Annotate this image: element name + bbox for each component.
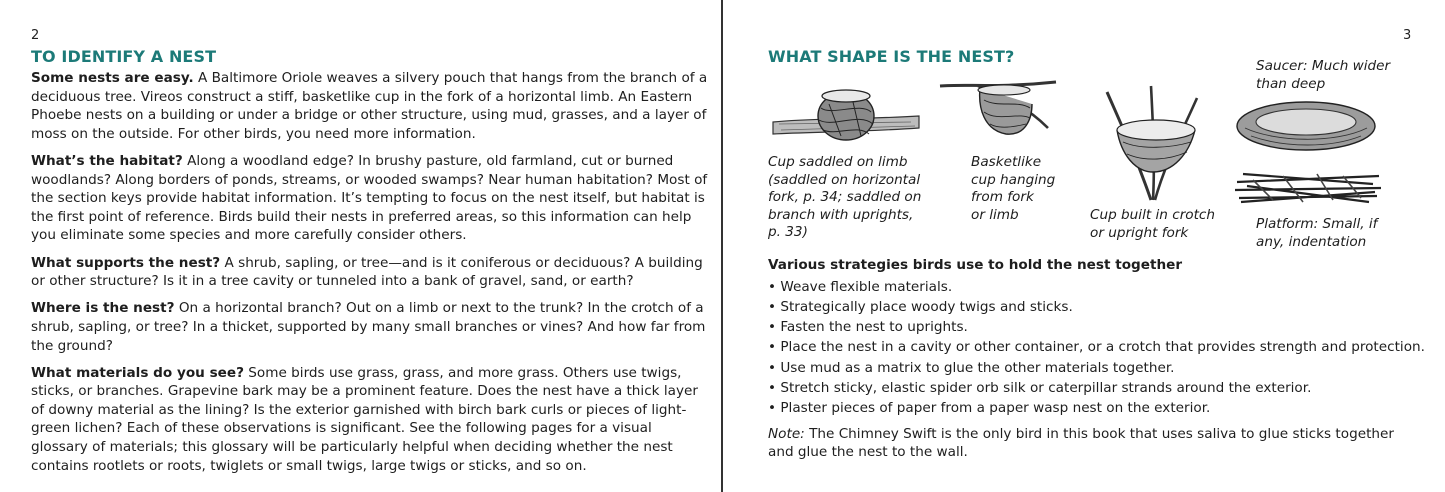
note-label: Note: (768, 425, 805, 442)
note-paragraph (768, 425, 1420, 462)
page-number-left: 2 (31, 28, 40, 43)
text-habitat: Along a woodland edge? In brushy pasture, old farmland, cut or burned woodlands? Along borders of ponds, streams, or wooded swamps? Near human habitation? Most of the section keys provide habitat information. It’s tempting to focus on the nest itself, but habitat is the first point of reference. Birds build their nests in preferred areas, so this information can help you eliminate some species and more carefully consider others. (31, 152, 708, 244)
paragraph-habitat (31, 152, 711, 245)
caption-platform (1256, 216, 1377, 251)
right-page (723, 0, 1445, 492)
lead-where: Where is the nest? (31, 300, 175, 317)
caption-line: Saucer: Much wider (1256, 58, 1391, 74)
list-item: • Plaster pieces of paper from a paper wasp nest on the exterior. (768, 398, 1428, 418)
crotch-nest-illustration (1101, 84, 1211, 204)
paragraph-where (31, 299, 711, 355)
text-materials: Some birds use grass, grass, and more grass. Others use twigs, sticks, or branches. Grapevine bark may be a prominent feature. Does the nest have a thick layer of downy material as the lining? Is the exterior garnished with birch bark curls or pieces of light-green lichen? Each of these observations is significant. See the following pages for a visual glossary of materials; this glossary will be particularly helpful when deciding whether the nest contains rootlets or roots, twiglets or small twigs, large twigs or sticks, and so on. (31, 364, 698, 474)
platform-nest-illustration (1233, 162, 1383, 210)
paragraph-supports (31, 254, 711, 291)
list-item: • Strategically place woody twigs and sticks. (768, 297, 1428, 317)
caption-line: (saddled on horizontal (768, 171, 921, 188)
text-easy: A Baltimore Oriole weaves a silvery pouch that hangs from the branch of a deciduous tree. Vireos construct a stiff, basketlike cup in the fork of a horizontal limb. An Eastern Phoebe nests on a building or under a bridge or other structure, using mud, grasses, and a layer of moss on the outside. For other birds, you need more information. (31, 70, 708, 142)
caption-line: cup hanging (971, 171, 1056, 188)
caption-line: from fork (971, 189, 1034, 206)
lead-easy: Some nests are easy. (31, 70, 194, 86)
lead-materials: What materials do you see? (31, 364, 244, 381)
caption-line: or limb (971, 206, 1019, 223)
strategies-list (768, 277, 1428, 419)
left-body (31, 69, 711, 484)
caption-line: branch with uprights, (768, 206, 914, 223)
note-text: The Chimney Swift is the only bird in this book that uses saliva to glue sticks together and glue the nest to the wall. (768, 425, 1394, 461)
caption-line: or upright fork (1090, 224, 1189, 241)
caption-saucer (1256, 58, 1390, 93)
caption-crotch (1090, 207, 1215, 242)
paragraph-easy (31, 69, 711, 143)
strategies-title: Various strategies birds use to hold the nest together (768, 257, 1183, 273)
caption-basketlike (971, 154, 1055, 224)
page-title-right: WHAT SHAPE IS THE NEST? (768, 47, 1015, 66)
list-item: • Use mud as a matrix to glue the other materials together. (768, 358, 1428, 378)
caption-line: fork, p. 34; saddled on (768, 189, 922, 206)
text-supports: A shrub, sapling, or tree—and is it coniferous or deciduous? A building or other structure? Is it in a tree cavity or tunneled into a bank of gravel, sand, or earth? (31, 254, 703, 290)
caption-cup-saddled (768, 154, 921, 242)
strategies-section (768, 256, 1428, 475)
saucer-nest-illustration (1235, 98, 1377, 154)
list-item: • Weave flexible materials. (768, 277, 1428, 297)
caption-line: Basketlike (971, 154, 1042, 170)
paragraph-materials (31, 364, 711, 476)
caption-line: than deep (1256, 75, 1326, 92)
left-page (0, 0, 722, 492)
page-number-right: 3 (1403, 28, 1412, 43)
caption-line: Platform: Small, if (1256, 216, 1378, 232)
page-title-left: TO IDENTIFY A NEST (31, 47, 217, 66)
list-item: • Fasten the nest to uprights. (768, 317, 1428, 337)
cup-saddled-nest-illustration (771, 82, 921, 144)
list-item: • Stretch sticky, elastic spider orb silk or caterpillar strands around the exterior. (768, 378, 1428, 398)
list-item: • Place the nest in a cavity or other container, or a crotch that provides strength and protection. (768, 337, 1428, 357)
lead-habitat: What’s the habitat? (31, 152, 183, 169)
lead-supports: What supports the nest? (31, 254, 221, 271)
basketlike-nest-illustration (938, 78, 1058, 140)
caption-line: Cup saddled on limb (768, 154, 908, 170)
caption-line: p. 33) (768, 224, 808, 241)
text-where: On a horizontal branch? Out on a limb or next to the trunk? In the crotch of a shrub, sapling, or tree? In a thicket, supported by many small branches or vines? And how far from the ground? (31, 300, 706, 354)
caption-line: any, indentation (1256, 233, 1367, 250)
caption-line: Cup built in crotch (1090, 207, 1216, 223)
